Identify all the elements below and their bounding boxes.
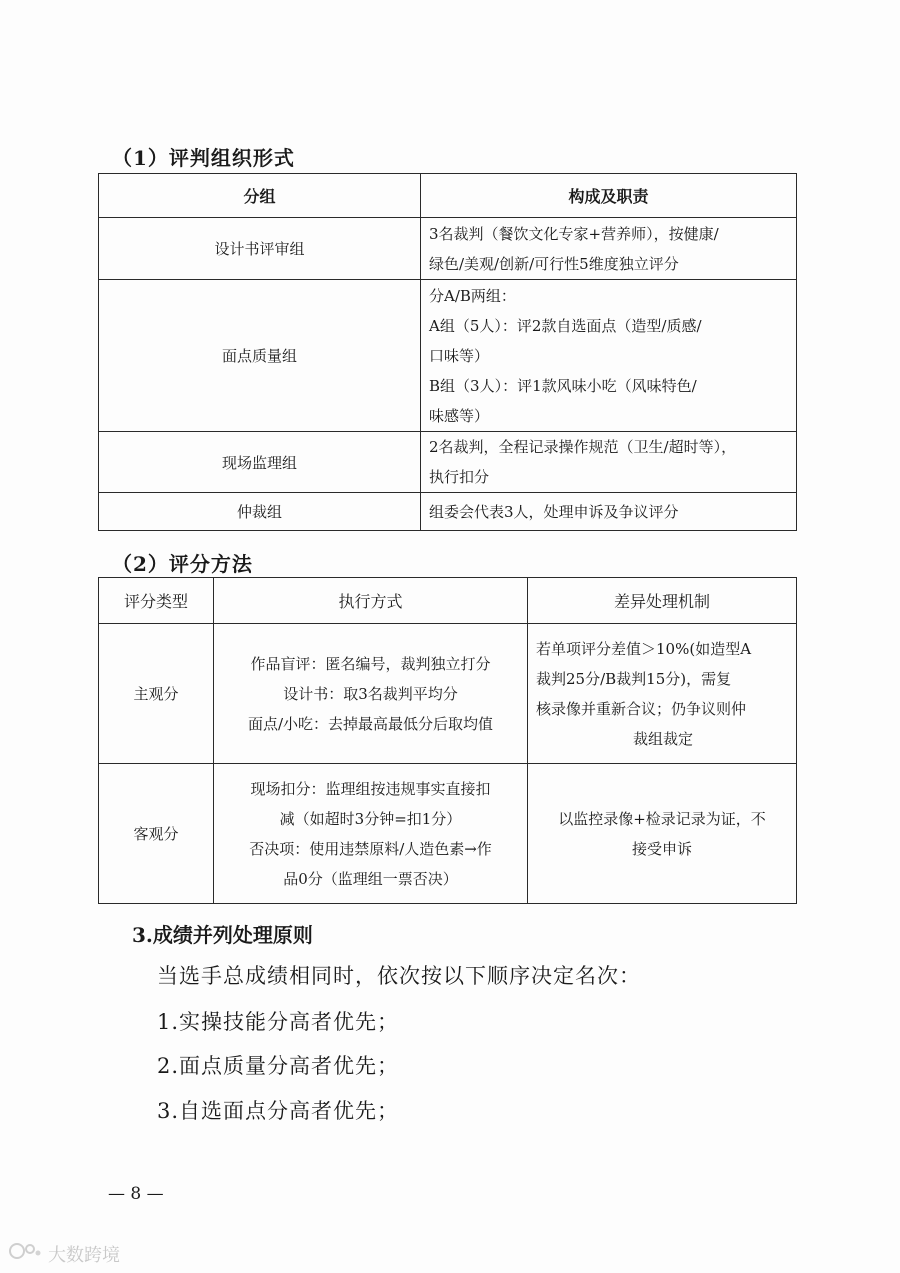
score-type: 主观分 bbox=[99, 624, 214, 764]
column-header-group: 分组 bbox=[99, 174, 421, 218]
priority-item-1: 1.实操技能分高者优先； bbox=[157, 1010, 400, 1034]
column-header-type: 评分类型 bbox=[99, 578, 214, 624]
priority-item-3: 3.自选面点分高者优先； bbox=[157, 1099, 400, 1123]
watermark-text: 大数跨境 bbox=[48, 1244, 120, 1266]
table-row bbox=[99, 624, 797, 764]
priority-item-2: 2.面点质量分高者优先； bbox=[157, 1054, 400, 1078]
group-duties: 3名裁判（餐饮文化专家+营养师），按健康/ 绿色/美观/创新/可行性5维度独立评分 bbox=[421, 218, 797, 280]
group-name: 面点质量组 bbox=[99, 280, 421, 432]
score-type: 客观分 bbox=[99, 764, 214, 904]
execution-method: 作品盲评：匿名编号，裁判独立打分 设计书：取3名裁判平均分 面点/小吃：去掉最高最低分后取均值 bbox=[214, 624, 528, 764]
group-name: 仲裁组 bbox=[99, 493, 421, 531]
table-row bbox=[99, 764, 797, 904]
column-header-mechanism: 差异处理机制 bbox=[528, 578, 797, 624]
table-header-row bbox=[99, 578, 797, 624]
watermark-logo-icon bbox=[8, 1240, 42, 1267]
difference-mechanism: 若单项评分差值＞10%(如造型A 裁判25分/B裁判15分)，需复 核录像并重新合议；仍争议则仲 裁组裁定 bbox=[528, 624, 797, 764]
group-duties: 组委会代表3人，处理申诉及争议评分 bbox=[421, 493, 797, 531]
execution-method: 现场扣分：监理组按违规事实直接扣 减（如超时3分钟=扣1分） 否决项：使用违禁原料/人造色素→作 品0分（监理组一票否决） bbox=[214, 764, 528, 904]
section1-title: （1）评判组织形式 bbox=[112, 146, 295, 170]
group-duties: 2名裁判，全程记录操作规范（卫生/超时等）， 执行扣分 bbox=[421, 432, 797, 493]
section3-title: 3.成绩并列处理原则 bbox=[132, 923, 313, 947]
watermark bbox=[8, 1240, 120, 1267]
table-row bbox=[99, 218, 797, 280]
column-header-method: 执行方式 bbox=[214, 578, 528, 624]
page-number: — 8 — bbox=[108, 1184, 164, 1204]
judging-organization-table bbox=[98, 173, 797, 531]
group-name: 现场监理组 bbox=[99, 432, 421, 493]
section3-intro: 当选手总成绩相同时，依次按以下顺序决定名次： bbox=[157, 964, 641, 988]
section2-title: （2）评分方法 bbox=[112, 552, 253, 576]
table-header-row bbox=[99, 174, 797, 218]
group-name: 设计书评审组 bbox=[99, 218, 421, 280]
difference-mechanism: 以监控录像+检录记录为证，不 接受申诉 bbox=[528, 764, 797, 904]
group-duties: 分A/B两组： A组（5人）：评2款自选面点（造型/质感/ 口味等） B组（3人）：评1款风味小吃（风味特色/ 味感等） bbox=[421, 280, 797, 432]
table-row bbox=[99, 280, 797, 432]
scoring-method-table bbox=[98, 577, 797, 904]
column-header-duties: 构成及职责 bbox=[421, 174, 797, 218]
table-row bbox=[99, 432, 797, 493]
table-row bbox=[99, 493, 797, 531]
